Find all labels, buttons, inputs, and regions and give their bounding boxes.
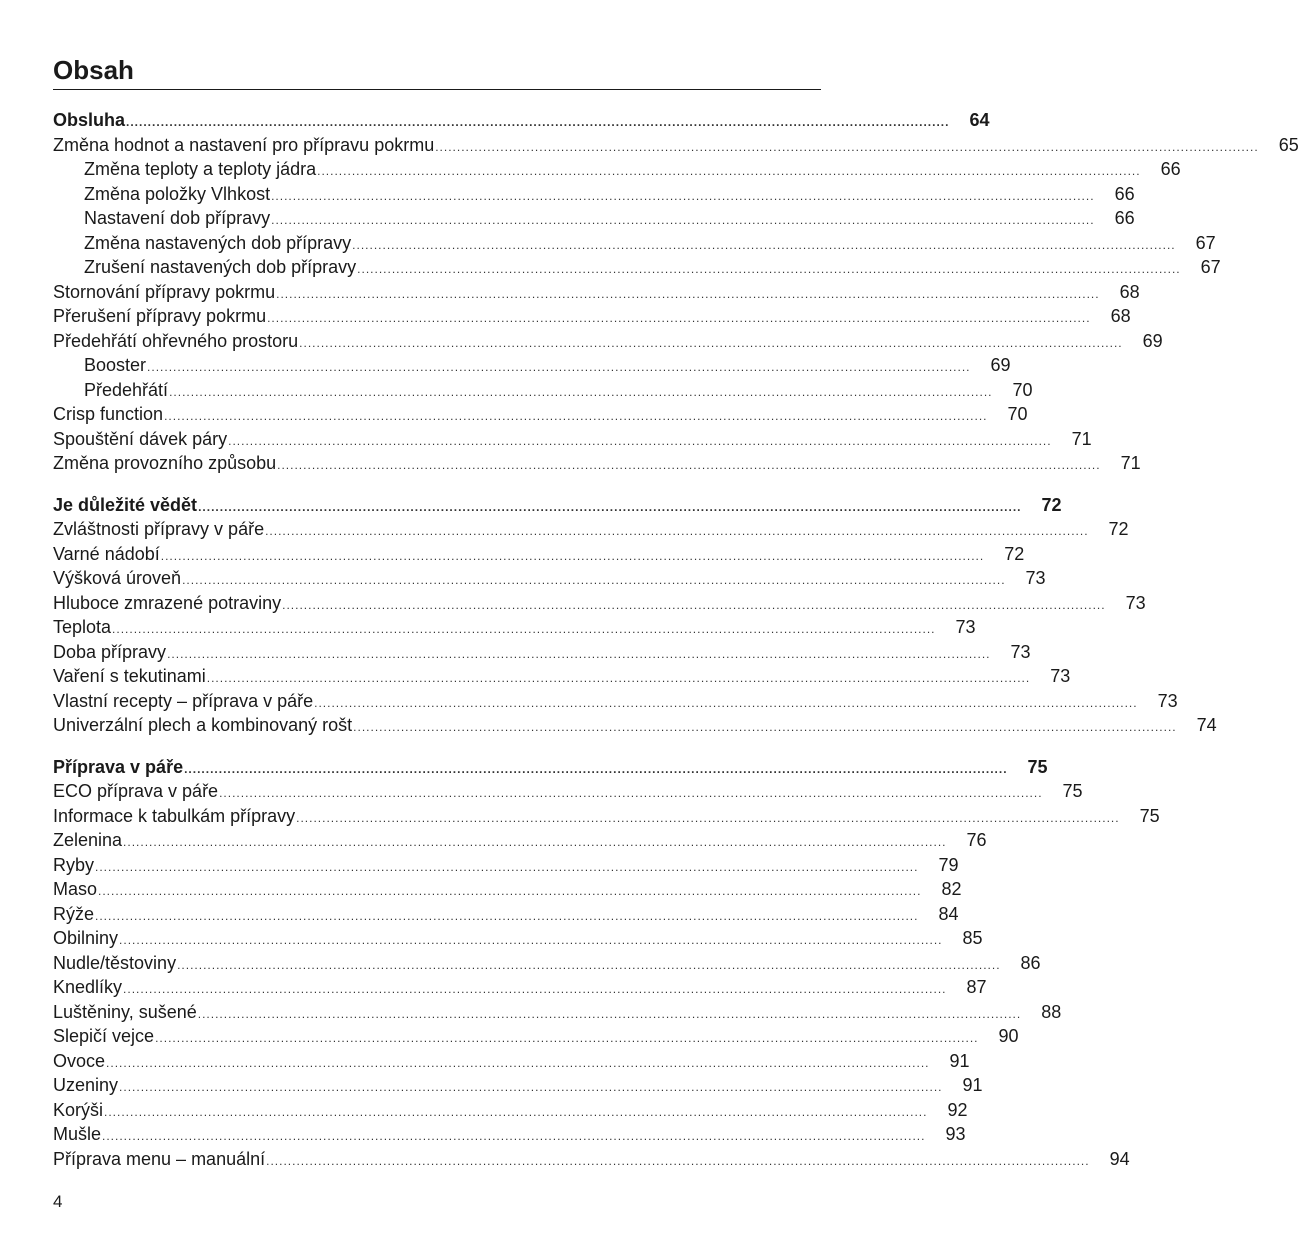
dot-leader: .............................................................................................................................................................................................. [147,360,971,374]
dot-leader: .............................................................................................................................................................................................. [123,982,947,996]
toc-section-heading[interactable] [53,108,990,133]
toc-entry[interactable] [53,1147,1130,1172]
toc-entry[interactable] [53,640,1031,665]
toc-entry-label: Předehřátí ohřevného prostoru [53,330,299,351]
toc-entry-label: Uzeniny [53,1075,119,1095]
page-number: 4 [53,1192,63,1211]
toc-section-heading[interactable] [53,755,1048,780]
page-title: Obsah [53,55,134,85]
toc-entry-label: Změna nastavených dob přípravy [84,232,352,253]
dot-leader: .............................................................................................................................................................................................. [282,597,1106,612]
toc-entry[interactable] [53,402,1028,427]
toc-entry-label: Slepičí vejce [53,1026,155,1046]
toc-entry-label: Výšková úroveň [53,568,182,588]
toc-entry-page: 79 [938,854,959,875]
toc-entry-page: 73 [1157,690,1178,711]
toc-entry-page: 72 [1004,543,1025,564]
toc-entry-label: Korýši [53,1099,104,1120]
toc-entry[interactable] [53,779,1083,804]
toc-entry[interactable] [53,804,1160,829]
dot-leader: .............................................................................................................................................................................................. [98,884,922,898]
toc-entry-label: Přerušení přípravy pokrmu [53,306,267,326]
dot-leader: .............................................................................................................................................................................................. [228,433,1052,448]
toc-entry-page: 93 [945,1124,966,1144]
toc-entry-label: Změna teploty a teploty jádra [84,159,317,179]
toc-entry[interactable] [53,206,1135,231]
toc-entry-label: Varné nádobí [53,543,160,564]
toc-section [53,493,1217,738]
toc-entry[interactable] [53,1049,970,1074]
toc-entry-page: 87 [966,977,987,997]
toc-entry-label: Teplota [53,617,112,637]
toc-entry[interactable] [53,877,962,902]
toc-entry[interactable] [53,255,1221,280]
dot-leader: .............................................................................................................................................................................................. [184,761,1008,776]
toc-entry-page: 67 [1200,257,1221,277]
dot-leader: .............................................................................................................................................................................................. [277,458,1101,472]
dot-leader: .............................................................................................................................................................................................. [357,262,1181,276]
toc-entry-label: Knedlíky [53,977,123,997]
toc-entry-label: Mušle [53,1124,102,1144]
title-divider [53,89,821,90]
toc-entry-page: 75 [1139,805,1160,826]
toc-section [53,755,1160,1172]
toc-entry[interactable] [53,566,1046,591]
dot-leader: .............................................................................................................................................................................................. [169,384,993,399]
toc-entry[interactable] [53,1000,1062,1025]
toc-entry[interactable] [53,280,1140,305]
dot-leader: .............................................................................................................................................................................................. [314,695,1138,710]
toc-entry[interactable] [53,157,1181,182]
toc-entry[interactable] [53,231,1216,256]
toc-entry[interactable] [53,1024,1019,1049]
dot-leader: .............................................................................................................................................................................................. [276,286,1100,301]
dot-leader: .............................................................................................................................................................................................. [296,810,1120,825]
dot-leader: .............................................................................................................................................................................................. [106,1055,930,1070]
toc-entry-page: 69 [990,355,1011,375]
toc-entry-page: 73 [955,617,976,637]
toc-entry-page: 82 [941,879,962,899]
toc-section-heading[interactable] [53,493,1062,518]
toc-entry-page: 72 [1108,519,1129,539]
toc-entry-page: 71 [1120,453,1141,473]
dot-leader: .............................................................................................................................................................................................. [104,1104,928,1119]
dot-leader: .............................................................................................................................................................................................. [271,188,1095,203]
toc-list [53,108,1299,1171]
toc-entry-label: Ovoce [53,1050,106,1071]
dot-leader: .............................................................................................................................................................................................. [119,1080,943,1094]
toc-entry-page: 70 [1007,404,1028,424]
toc-entry[interactable] [53,926,983,951]
dot-leader: .............................................................................................................................................................................................. [299,335,1123,350]
toc-entry-label: Nudle/těstoviny [53,952,177,973]
toc-entry[interactable] [53,828,987,853]
dot-leader: .............................................................................................................................................................................................. [353,720,1177,734]
table-of-contents [53,52,1299,1188]
toc-entry[interactable] [53,304,1131,329]
toc-entry-label: Obilniny [53,928,119,948]
toc-entry-label: Zrušení nastavených dob přípravy [84,257,357,277]
toc-entry-page: 66 [1160,159,1181,179]
toc-entry-page: 69 [1142,330,1163,351]
toc-entry-label: Příprava menu – manuální [53,1148,266,1169]
toc-entry[interactable] [53,182,1135,207]
dot-leader: .............................................................................................................................................................................................. [219,786,1043,800]
dot-leader: .............................................................................................................................................................................................. [435,139,1259,154]
dot-leader: .............................................................................................................................................................................................. [102,1129,926,1143]
toc-entry-page: 72 [1041,494,1062,515]
toc-entry-label: Vlastní recepty – příprava v páře [53,690,314,711]
toc-entry-page: 66 [1114,208,1135,228]
toc-entry-label: Univerzální plech a kombinovaný rošt [53,715,353,735]
dot-leader: .............................................................................................................................................................................................. [197,1006,1022,1021]
toc-entry-page: 90 [998,1026,1019,1046]
toc-entry-label: ECO příprava v páře [53,781,219,801]
toc-entry[interactable] [53,615,976,640]
toc-entry-page: 74 [1196,715,1217,735]
toc-entry-page: 73 [1050,666,1071,686]
dot-leader: .............................................................................................................................................................................................. [267,311,1091,325]
toc-entry-label: Booster [84,355,147,375]
toc-entry[interactable] [53,378,1033,403]
dot-leader: .............................................................................................................................................................................................. [271,213,1095,227]
toc-entry[interactable] [53,664,1071,689]
toc-entry-label: Maso [53,879,98,899]
dot-leader: .............................................................................................................................................................................................. [119,933,943,947]
toc-entry[interactable] [53,689,1178,714]
dot-leader: .............................................................................................................................................................................................. [95,859,919,874]
toc-entry-page: 92 [947,1099,968,1120]
toc-entry-label: Předehřátí [84,379,169,400]
toc-entry-label: Změna hodnot a nastavení pro přípravu pokrmu [53,134,435,155]
dot-leader: .............................................................................................................................................................................................. [352,237,1176,252]
dot-leader: .............................................................................................................................................................................................. [182,573,1006,587]
toc-entry-label: Příprava v páře [53,756,184,777]
toc-entry-page: 66 [1114,183,1135,204]
toc-entry-page: 73 [1125,592,1146,613]
toc-entry-label: Stornování přípravy pokrmu [53,281,276,302]
toc-entry-page: 73 [1025,568,1046,588]
toc-entry-page: 86 [1020,952,1041,973]
toc-entry[interactable] [53,133,1299,158]
dot-leader: .............................................................................................................................................................................................. [160,548,985,563]
toc-entry[interactable] [53,329,1163,354]
toc-entry-label: Je důležité vědět [53,494,198,515]
toc-entry[interactable] [53,517,1129,542]
dot-leader: .............................................................................................................................................................................................. [167,646,991,661]
toc-entry-page: 64 [969,110,990,130]
toc-entry[interactable] [53,902,959,927]
toc-entry[interactable] [53,951,1041,976]
toc-entry[interactable] [53,542,1025,567]
toc-entry-page: 84 [938,903,959,924]
toc-entry-label: Luštěniny, sušené [53,1001,197,1022]
dot-leader: .............................................................................................................................................................................................. [206,671,1031,685]
toc-entry[interactable] [53,853,959,878]
toc-entry-label: Doba přípravy [53,641,167,662]
toc-entry-label: Zelenina [53,830,123,850]
dot-leader: .............................................................................................................................................................................................. [164,409,988,423]
dot-leader: .............................................................................................................................................................................................. [317,164,1141,178]
toc-entry[interactable] [53,591,1146,616]
toc-entry-label: Crisp function [53,404,164,424]
toc-entry-page: 68 [1119,281,1140,302]
dot-leader: .............................................................................................................................................................................................. [265,524,1089,538]
toc-entry-label: Rýže [53,903,95,924]
toc-entry-page: 71 [1071,428,1092,449]
toc-entry-page: 67 [1195,232,1216,253]
dot-leader: .............................................................................................................................................................................................. [266,1153,1090,1168]
toc-entry-label: Změna provozního způsobu [53,453,277,473]
toc-entry-page: 91 [949,1050,970,1071]
toc-entry-label: Zvláštnosti přípravy v páře [53,519,265,539]
toc-entry-label: Vaření s tekutinami [53,666,206,686]
toc-entry-page: 94 [1109,1148,1130,1169]
toc-entry-page: 68 [1110,306,1131,326]
toc-entry[interactable] [53,1098,968,1123]
toc-entry-page: 73 [1010,641,1031,662]
toc-entry-label: Změna položky Vlhkost [84,183,271,204]
toc-entry[interactable] [53,1073,983,1098]
toc-entry-page: 91 [962,1075,983,1095]
dot-leader: .............................................................................................................................................................................................. [126,115,950,129]
toc-entry-label: Informace k tabulkám přípravy [53,805,296,826]
toc-entry-page: 76 [966,830,987,850]
toc-entry-label: Spouštění dávek páry [53,428,228,449]
toc-entry[interactable] [53,427,1092,452]
dot-leader: .............................................................................................................................................................................................. [155,1031,979,1045]
toc-entry-page: 88 [1041,1001,1062,1022]
toc-entry[interactable] [53,353,1011,378]
toc-entry[interactable] [53,713,1217,738]
toc-entry-page: 65 [1278,134,1299,155]
toc-entry-page: 85 [962,928,983,948]
dot-leader: .............................................................................................................................................................................................. [95,908,919,923]
dot-leader: .............................................................................................................................................................................................. [123,835,947,849]
toc-entry-page: 75 [1027,756,1048,777]
toc-entry-label: Hluboce zmrazené potraviny [53,592,282,613]
dot-leader: .............................................................................................................................................................................................. [177,957,1001,972]
toc-entry[interactable] [53,1122,966,1147]
toc-entry-label: Ryby [53,854,95,875]
toc-entry-page: 70 [1012,379,1033,400]
toc-entry-label: Obsluha [53,110,126,130]
toc-entry-label: Nastavení dob přípravy [84,208,271,228]
dot-leader: .............................................................................................................................................................................................. [198,499,1022,514]
dot-leader: .............................................................................................................................................................................................. [112,622,936,636]
toc-entry-page: 75 [1062,781,1083,801]
toc-entry[interactable] [53,975,987,1000]
toc-entry[interactable] [53,451,1141,476]
toc-section [53,108,1299,476]
